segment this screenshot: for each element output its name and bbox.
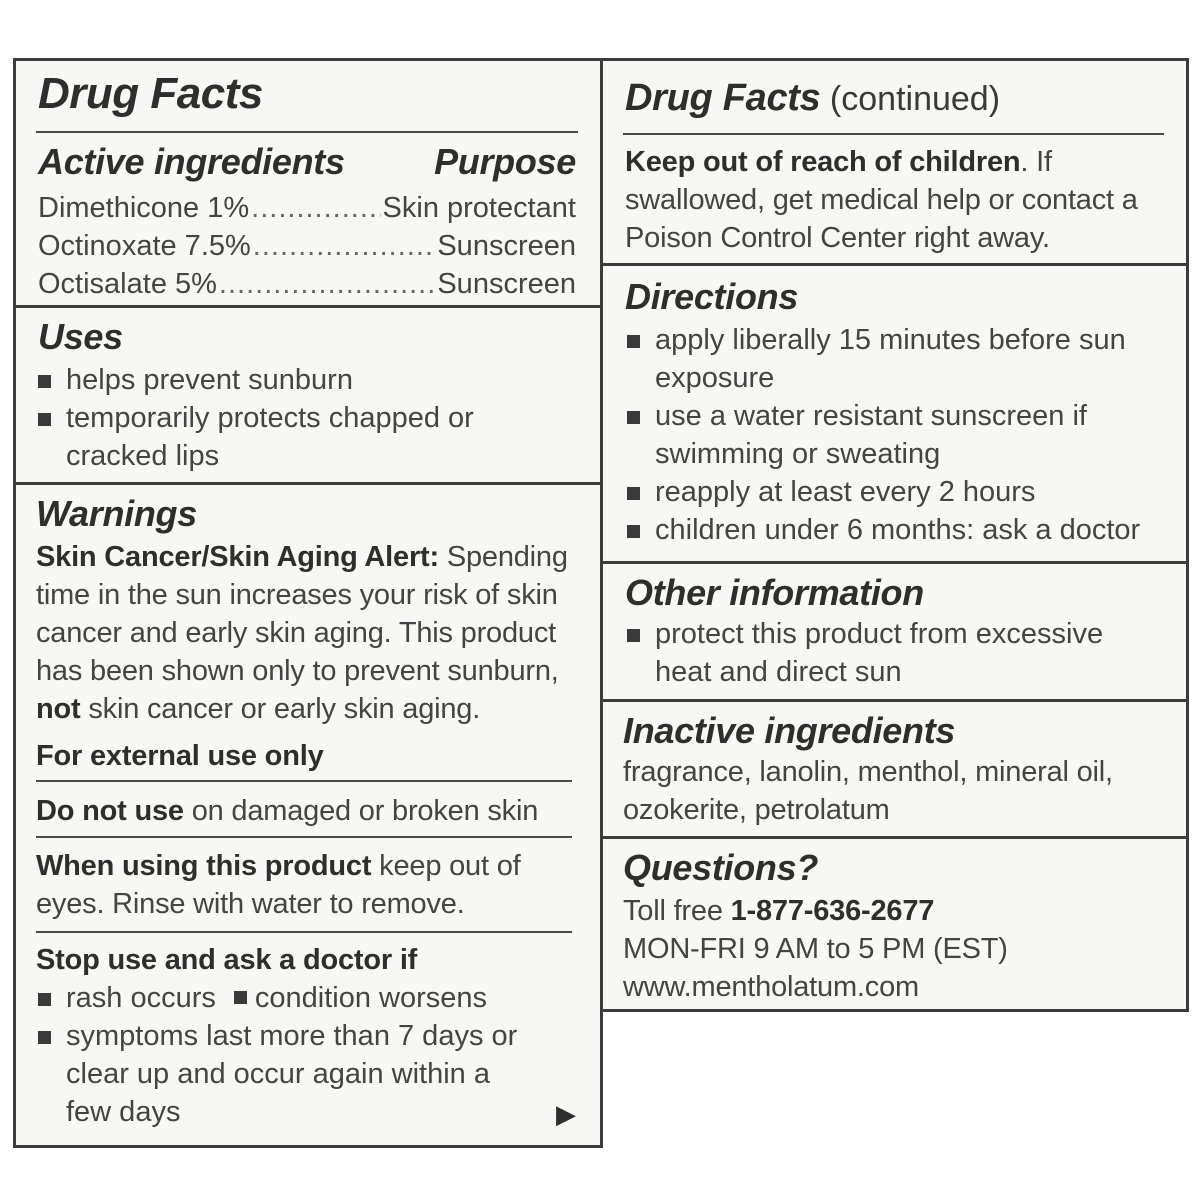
directions-section — [603, 266, 1186, 564]
list-item: children under 6 months: ask a doctor — [625, 511, 1146, 549]
leader-dots — [219, 265, 435, 303]
list-item: helps prevent sunburn — [36, 361, 520, 399]
active-ingredient-row — [38, 189, 576, 227]
inactive-ingredients-text: fragrance, lanolin, menthol, mineral oil, ozokerite, petrolatum — [623, 756, 1113, 826]
uses-heading: Uses — [38, 316, 123, 357]
questions-heading: Questions? — [623, 847, 819, 888]
active-ingredients-heading: Active ingredients — [38, 141, 345, 182]
leader-dots — [251, 189, 380, 227]
list-item — [36, 979, 540, 1017]
active-ingredient-row — [38, 265, 576, 303]
list-item: reapply at least every 2 hours — [625, 473, 1146, 511]
when-using-text: keep out of eyes. Rinse with water to remove. — [36, 850, 521, 920]
active-ingredients-section — [16, 61, 600, 308]
inactive-ingredients-heading: Inactive ingredients — [623, 710, 956, 751]
directions-heading: Directions — [625, 276, 799, 317]
warnings-rule — [36, 836, 572, 838]
phone-number: 1-877-636-2677 — [730, 895, 935, 927]
website-line: www.mentholatum.com — [623, 971, 919, 1003]
do-not-use-text: on damaged or broken skin — [183, 795, 539, 827]
continue-arrow-icon: ▶ — [556, 1099, 576, 1129]
warnings-rule — [36, 931, 572, 933]
title-rule — [36, 131, 578, 133]
title-rule — [623, 133, 1164, 135]
ingredient-name: Octinoxate 7.5% — [38, 230, 251, 262]
stop-use-list — [36, 979, 540, 1131]
other-information-list — [625, 615, 1136, 691]
warnings-rule — [36, 780, 572, 782]
warnings-heading: Warnings — [36, 493, 197, 534]
external-use-label: For external use only — [36, 740, 324, 772]
keep-out-body: . If swallowed, get medical help or contact a Poison Control Center right away. — [625, 146, 1138, 254]
keep-out-section — [603, 61, 1186, 266]
list-item: use a water resistant sunscreen if swimming or sweating — [625, 397, 1146, 473]
when-using-label: When using this product — [36, 850, 372, 882]
bullet-square — [234, 991, 247, 1004]
list-item: temporarily protects chapped or cracked lips — [36, 399, 520, 475]
do-not-use — [36, 792, 580, 830]
uses-section — [16, 308, 600, 485]
active-header-row — [38, 141, 576, 183]
ingredient-purpose: Sunscreen — [437, 268, 576, 300]
list-item: protect this product from excessive heat and direct sun — [625, 615, 1136, 691]
keep-out-text — [625, 143, 1164, 257]
ingredient-purpose: Skin protectant — [382, 192, 576, 224]
active-ingredients-list — [38, 189, 576, 303]
alert-label: Skin Cancer/Skin Aging Alert: — [36, 541, 439, 573]
toll-free-label: Toll free — [623, 895, 731, 927]
alert-text-end: skin cancer or early skin aging. — [80, 693, 481, 725]
list-item: apply liberally 15 minutes before sun exposure — [625, 321, 1146, 397]
keep-out-label: Keep out of reach of children — [625, 146, 1021, 178]
stop-item: condition worsens — [254, 982, 488, 1014]
alert-text: Spending time in the sun increases your risk of skin cancer and early skin aging. This product has been shown only to prevent sunburn, — [36, 541, 568, 687]
leader-dots — [253, 227, 436, 265]
continued-title — [625, 77, 1000, 120]
other-information-heading: Other information — [625, 572, 924, 613]
do-not-use-label: Do not use — [36, 795, 184, 827]
other-information-section — [603, 564, 1186, 702]
continued-suffix: (continued) — [820, 80, 1001, 118]
ingredient-purpose: Sunscreen — [437, 230, 576, 262]
ingredient-name: Dimethicone 1% — [38, 192, 250, 224]
ingredient-name: Octisalate 5% — [38, 268, 217, 300]
skin-cancer-alert — [36, 538, 582, 728]
stop-item: rash occurs — [66, 982, 216, 1014]
questions-section — [603, 839, 1186, 1009]
list-item: symptoms last more than 7 days or clear up and occur again within a few days — [36, 1017, 540, 1131]
toll-free-line — [623, 892, 934, 930]
drug-facts-right-panel — [600, 58, 1189, 1012]
drug-facts-title: Drug Facts — [625, 77, 821, 119]
drug-facts-left-panel — [13, 58, 603, 1148]
stop-use-label: Stop use and ask a doctor if — [36, 944, 418, 976]
hours-line: MON-FRI 9 AM to 5 PM (EST) — [623, 933, 1008, 965]
drug-facts-title: Drug Facts — [38, 69, 263, 118]
uses-list — [36, 361, 520, 475]
alert-not: not — [36, 693, 81, 725]
warnings-section — [16, 485, 600, 1145]
purpose-heading: Purpose — [434, 141, 576, 182]
inactive-ingredients-section — [603, 702, 1186, 839]
active-ingredient-row — [38, 227, 576, 265]
directions-list — [625, 321, 1146, 549]
when-using — [36, 847, 522, 923]
